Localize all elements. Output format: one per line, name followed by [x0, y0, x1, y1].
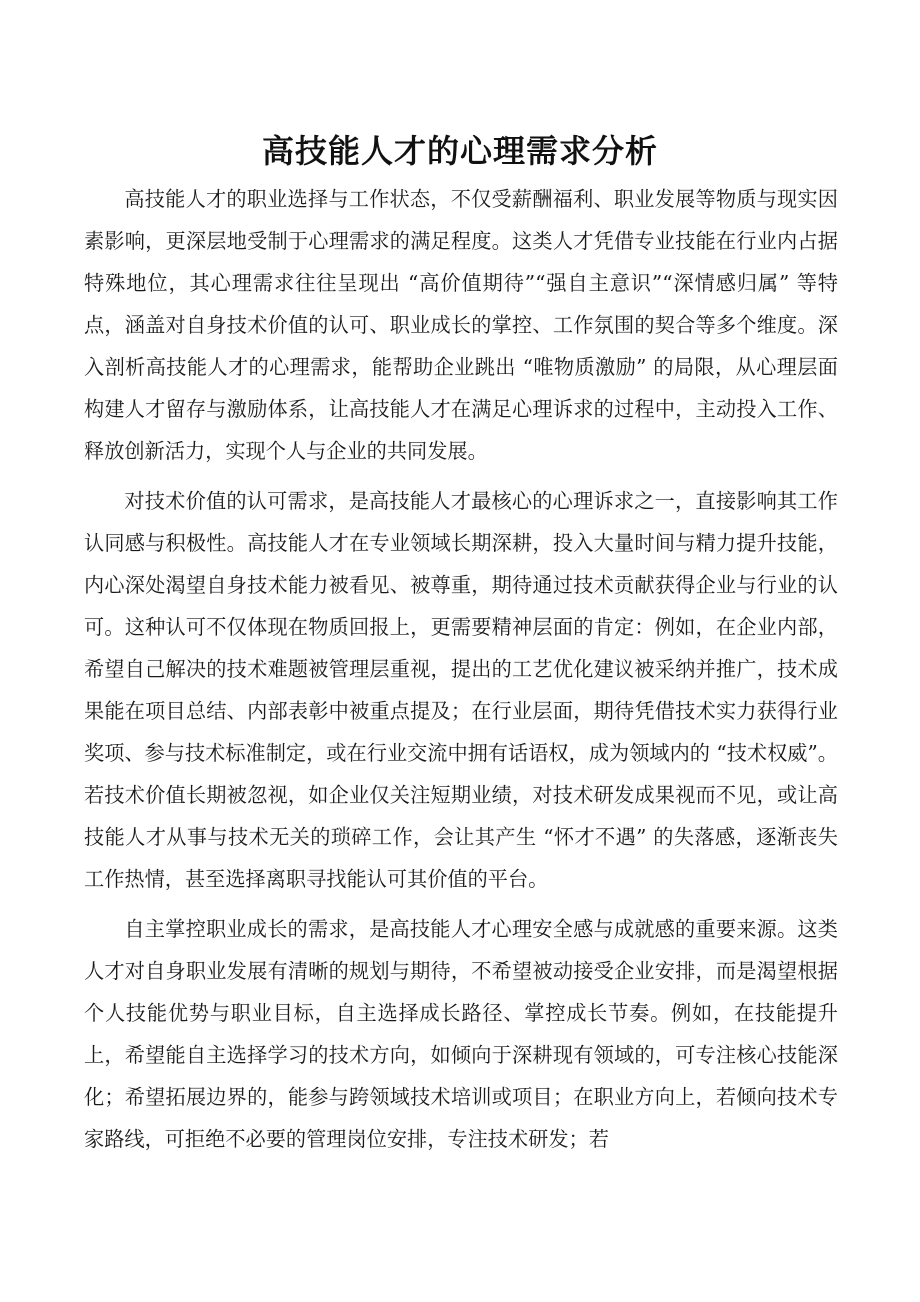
document-body	[84, 178, 838, 1168]
paragraph-technical-value: 对技术价值的认可需求，是高技能人才最核心的心理诉求之一，直接影响其工作认同感与积极性。高技能人才在专业领域长期深耕，投入大量时间与精力提升技能，内心深处渴望自身技术能力被看见、被尊重，期待通过技术贡献获得企业与行业的认可。这种认可不仅体现在物质回报上，更需要精神层面的肯定：例如，在企业内部，希望自己解决的技术难题被管理层重视，提出的工艺优化建议被采纳并推广，技术成果能在项目总结、内部表彰中被重点提及；在行业层面，期待凭借技术实力获得行业奖项、参与技术标准制定，或在行业交流中拥有话语权，成为领域内的 “技术权威”。若技术价值长期被忽视，如企业仅关注短期业绩，对技术研发成果视而不见，或让高技能人才从事与技术无关的琐碎工作，会让其产生 “怀才不遇” 的失落感，逐渐丧失工作热情，甚至选择离职寻找能认可其价值的平台。	[84, 489, 838, 891]
paragraph-intro: 高技能人才的职业选择与工作状态，不仅受薪酬福利、职业发展等物质与现实因素影响，更深层地受制于心理需求的满足程度。这类人才凭借专业技能在行业内占据特殊地位，其心理需求往往呈现出 “高价值期待”“强自主意识”“深情感归属” 等特点，涵盖对自身技术价值的认可、职业成长的掌控、工作氛围的契合等多个维度。深入剖析高技能人才的心理需求，能帮助企业跳出 “唯物质激励” 的局限，从心理层面构建人才留存与激励体系，让高技能人才在满足心理诉求的过程中，主动投入工作、释放创新活力，实现个人与企业的共同发展。	[84, 187, 838, 463]
paragraph-career-growth: 自主掌控职业成长的需求，是高技能人才心理安全感与成就感的重要来源。这类人才对自身职业发展有清晰的规划与期待，不希望被动接受企业安排，而是渴望根据个人技能优势与职业目标，自主选择成长路径、掌控成长节奏。例如，在技能提升上，希望能自主选择学习的技术方向，如倾向于深耕现有领域的，可专注核心技能深化；希望拓展边界的，能参与跨领域技术培训或项目；在职业方向上，若倾向技术专家路线，可拒绝不必要的管理岗位安排，专注技术研发；若	[84, 917, 838, 1151]
document-title: 高技能人才的心理需求分析	[261, 132, 658, 170]
